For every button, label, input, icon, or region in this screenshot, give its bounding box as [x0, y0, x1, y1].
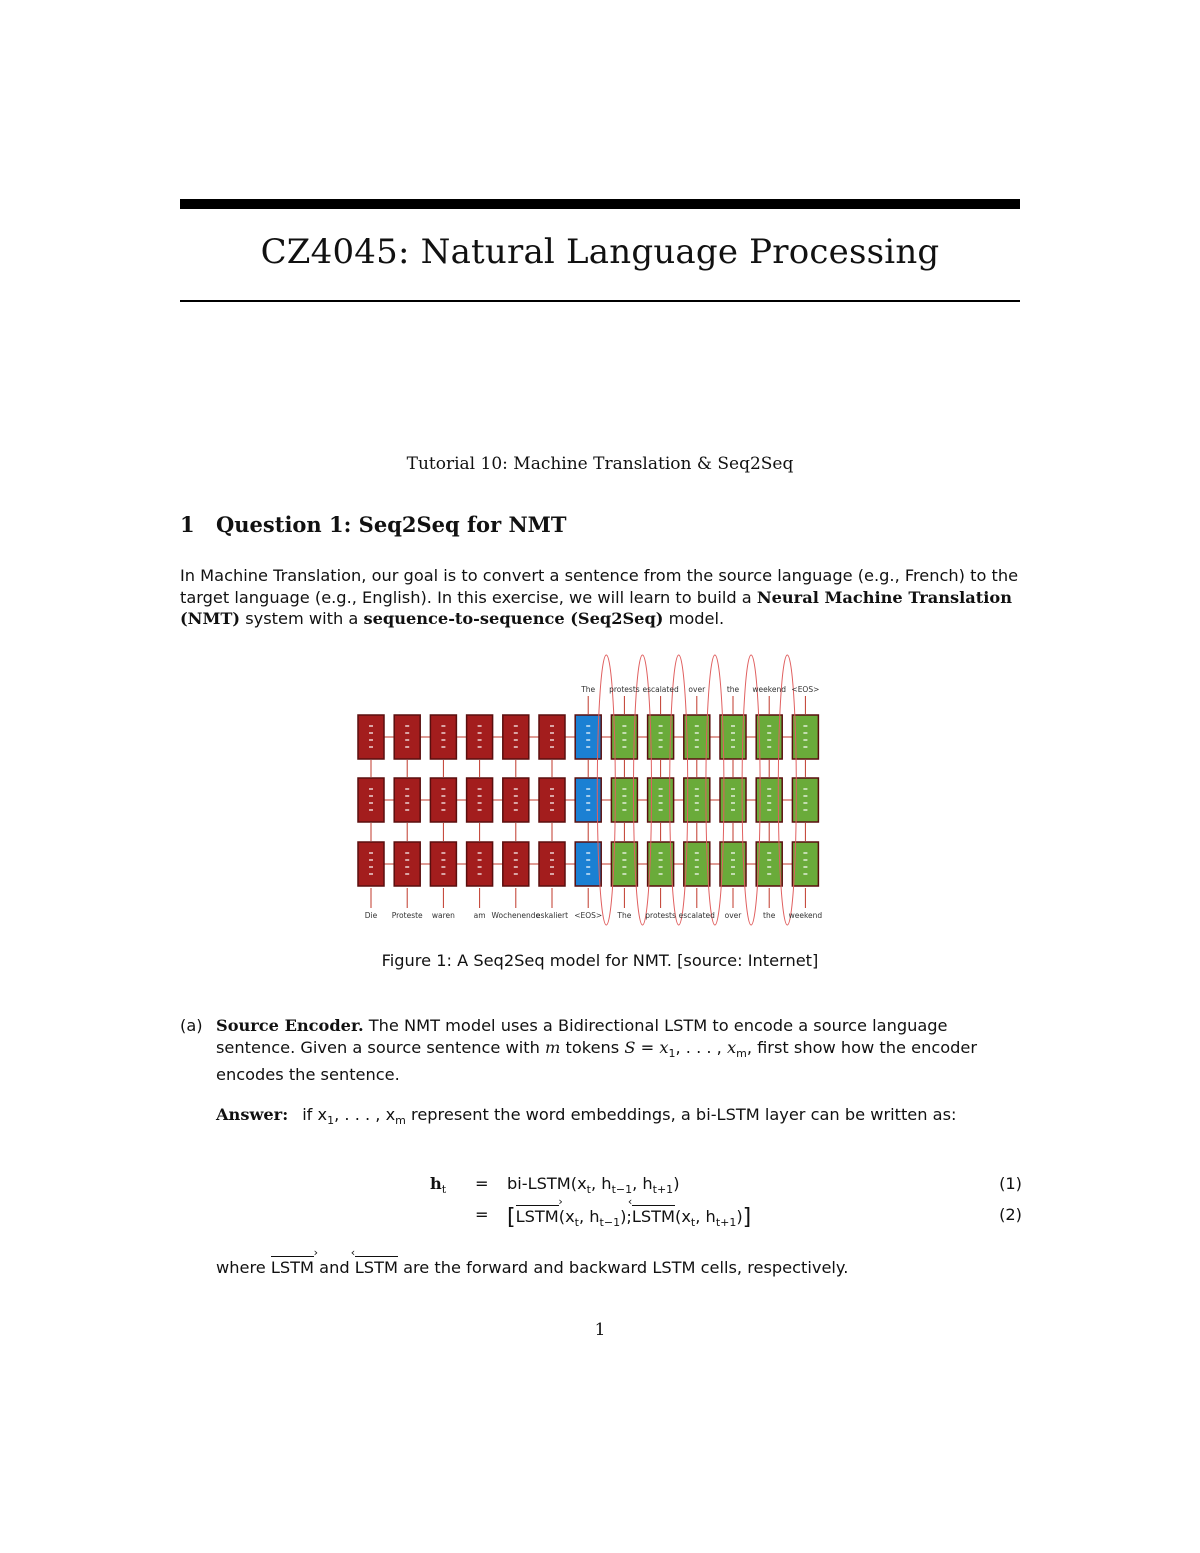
cell-mark — [441, 852, 445, 854]
cell-mark — [369, 873, 373, 875]
eq-h-sub: t — [441, 1183, 447, 1197]
where-text-1: where — [216, 1258, 271, 1277]
math-S: S — [624, 1037, 636, 1057]
question-a — [180, 1015, 1022, 1086]
eq2-lstm-backward: LSTM ‹ — [632, 1207, 675, 1226]
eq-h: h — [430, 1174, 442, 1193]
cell-mark — [803, 795, 807, 797]
intro-text-1: In Machine Translation, our goal is to convert a sentence from the source language (e.g., French) to the target language (e.g., English). In this exercise, we will learn to build a — [180, 566, 1019, 607]
cell-mark — [586, 788, 590, 790]
lstm-cell — [648, 842, 674, 886]
cell-mark — [731, 732, 735, 734]
question-a-marker: (a) — [180, 1016, 203, 1035]
eq1-sub-t: t — [586, 1183, 591, 1197]
lstm-cell — [792, 842, 818, 886]
title-rule-top — [180, 199, 1020, 209]
section-heading — [180, 512, 567, 537]
target-word: The — [581, 685, 596, 694]
cell-mark — [695, 739, 699, 741]
answer-text-1: if x — [302, 1105, 328, 1124]
source-word: waren — [431, 911, 455, 920]
lstm-cell — [503, 842, 529, 886]
cell-mark — [659, 739, 663, 741]
cell-mark — [586, 866, 590, 868]
cell-mark — [441, 866, 445, 868]
cell-mark — [803, 746, 807, 748]
cell-mark — [441, 732, 445, 734]
cell-mark — [441, 809, 445, 811]
intro-text-2: system with a — [240, 609, 364, 628]
cell-mark — [767, 732, 771, 734]
cell-mark — [478, 795, 482, 797]
answer-sub-1: 1 — [327, 1114, 335, 1128]
answer-text-2: represent the word embeddings, a bi-LSTM layer can be written as: — [405, 1105, 957, 1124]
cell-mark — [731, 795, 735, 797]
eq2-b3: ) — [736, 1207, 743, 1226]
cell-mark — [478, 859, 482, 861]
cell-mark — [369, 852, 373, 854]
cell-mark — [586, 802, 590, 804]
cell-mark — [586, 852, 590, 854]
eq2-sub-tp1: t+1 — [715, 1216, 737, 1230]
cell-mark — [767, 788, 771, 790]
cell-mark — [622, 873, 626, 875]
source-word: the — [763, 911, 776, 920]
cell-mark — [478, 725, 482, 727]
cell-mark — [731, 739, 735, 741]
eq2-sub-tm1: t−1 — [599, 1216, 621, 1230]
cell-mark — [731, 802, 735, 804]
cell-mark — [659, 873, 663, 875]
cell-mark — [767, 866, 771, 868]
cell-mark — [405, 802, 409, 804]
eq2-a1: (x — [558, 1207, 575, 1226]
cell-mark — [803, 725, 807, 727]
cell-mark — [659, 725, 663, 727]
eq2-b1: (x — [675, 1207, 691, 1226]
equation-2-rel: = — [475, 1205, 489, 1224]
question-a-text-2: tokens — [560, 1037, 625, 1057]
cell-mark — [622, 809, 626, 811]
cell-mark — [659, 802, 663, 804]
equation-1 — [180, 1174, 1022, 1200]
lstm-cell — [394, 778, 420, 822]
cell-mark — [478, 788, 482, 790]
cell-mark — [478, 809, 482, 811]
cell-mark — [369, 809, 373, 811]
cell-mark — [478, 739, 482, 741]
cell-mark — [767, 852, 771, 854]
cell-mark — [803, 866, 807, 868]
cell-mark — [767, 809, 771, 811]
cell-mark — [586, 725, 590, 727]
math-x1: x — [659, 1037, 669, 1057]
lstm-cell — [358, 715, 384, 759]
cell-mark — [514, 739, 518, 741]
cell-mark — [514, 788, 518, 790]
tutorial-subtitle: Tutorial 10: Machine Translation & Seq2Seq — [406, 454, 794, 474]
cell-mark — [405, 866, 409, 868]
question-a-body — [216, 1015, 1022, 1086]
equation-2-rhs — [507, 1205, 751, 1230]
cell-mark — [586, 739, 590, 741]
cell-mark — [405, 795, 409, 797]
target-word: over — [688, 685, 706, 694]
cell-mark — [441, 873, 445, 875]
cell-mark — [586, 873, 590, 875]
target-word: the — [726, 685, 740, 694]
lstm-cell — [503, 778, 529, 822]
cell-mark — [514, 852, 518, 854]
cell-mark — [441, 739, 445, 741]
cell-mark — [441, 746, 445, 748]
source-word: Die — [364, 911, 378, 920]
cell-mark — [695, 802, 699, 804]
cell-mark — [767, 873, 771, 875]
cell-mark — [695, 725, 699, 727]
cell-mark — [695, 788, 699, 790]
source-word: Wochenende — [491, 911, 541, 920]
lstm-cell — [467, 778, 493, 822]
cell-mark — [478, 873, 482, 875]
cell-mark — [550, 859, 554, 861]
cell-mark — [369, 725, 373, 727]
section-number: 1 — [180, 512, 195, 537]
target-word: escalated — [642, 685, 679, 694]
cell-mark — [803, 802, 807, 804]
cell-mark — [550, 866, 554, 868]
cell-mark — [405, 725, 409, 727]
lstm-cell — [430, 715, 456, 759]
cell-mark — [441, 795, 445, 797]
title-rule-bottom — [180, 300, 1020, 302]
cell-mark — [405, 873, 409, 875]
cell-mark — [695, 873, 699, 875]
cell-mark — [731, 746, 735, 748]
cell-mark — [659, 809, 663, 811]
cell-mark — [622, 859, 626, 861]
cell-mark — [478, 866, 482, 868]
source-word: eskaliert — [535, 911, 569, 920]
cell-mark — [803, 809, 807, 811]
cell-mark — [731, 859, 735, 861]
lstm-cell — [503, 715, 529, 759]
cell-mark — [514, 795, 518, 797]
eq1-sub-tp1: t+1 — [652, 1183, 674, 1197]
eq2-open-bracket: [ — [507, 1205, 516, 1230]
cell-mark — [478, 746, 482, 748]
cell-mark — [803, 732, 807, 734]
cell-mark — [514, 866, 518, 868]
cell-mark — [550, 873, 554, 875]
cell-mark — [586, 809, 590, 811]
cell-mark — [659, 866, 663, 868]
cell-mark — [369, 732, 373, 734]
cell-mark — [550, 788, 554, 790]
document-title: CZ4045: Natural Language Processing — [260, 232, 940, 272]
cell-mark — [695, 859, 699, 861]
lstm-cell — [467, 715, 493, 759]
source-word: am — [473, 911, 486, 920]
lstm-cell — [394, 842, 420, 886]
eq1-mid: , h — [591, 1174, 612, 1193]
where-text-2: and — [314, 1258, 355, 1277]
cell-mark — [622, 739, 626, 741]
cell-mark — [767, 795, 771, 797]
cell-mark — [695, 809, 699, 811]
source-word: protests — [645, 911, 676, 920]
cell-mark — [586, 746, 590, 748]
cell-mark — [659, 795, 663, 797]
cell-mark — [550, 725, 554, 727]
lstm-cell — [358, 778, 384, 822]
cell-mark — [803, 739, 807, 741]
answer-sub-m: m — [395, 1114, 406, 1128]
cell-mark — [405, 852, 409, 854]
cell-mark — [803, 852, 807, 854]
cell-mark — [803, 873, 807, 875]
equation-1-number: (1) — [999, 1174, 1022, 1193]
lstm-cell — [358, 842, 384, 886]
intro-bold-seq2seq: sequence-to-sequence (Seq2Seq) — [363, 609, 664, 628]
eq2-close-bracket: ] — [742, 1205, 752, 1230]
lstm-cell — [539, 842, 565, 886]
cell-mark — [405, 788, 409, 790]
lstm-cell — [430, 842, 456, 886]
eq1-fn: bi-LSTM(x — [507, 1174, 587, 1193]
lstm-cell — [756, 842, 782, 886]
cell-mark — [767, 739, 771, 741]
eq2-lstm-forward: LSTM › — [516, 1207, 559, 1226]
cell-mark — [441, 788, 445, 790]
cell-mark — [369, 795, 373, 797]
question-a-label: Source Encoder. — [216, 1016, 364, 1035]
math-x1-sub: 1 — [668, 1046, 676, 1060]
lstm-cell — [539, 778, 565, 822]
math-m: m — [545, 1037, 561, 1057]
page-number: 1 — [594, 1320, 606, 1340]
answer-label: Answer: — [216, 1105, 289, 1124]
cell-mark — [695, 795, 699, 797]
intro-text-3: model. — [663, 609, 725, 628]
cell-mark — [514, 859, 518, 861]
cell-mark — [369, 739, 373, 741]
cell-mark — [622, 795, 626, 797]
equation-1-rel: = — [475, 1174, 489, 1193]
cell-mark — [622, 725, 626, 727]
intro-bold-nmt: Neural Machine Translation (NMT) — [180, 587, 1012, 628]
cell-mark — [514, 732, 518, 734]
cell-mark — [441, 725, 445, 727]
source-word: escalated — [678, 911, 715, 920]
seq2seq-figure — [350, 650, 850, 930]
cell-mark — [731, 809, 735, 811]
lstm-cell — [467, 842, 493, 886]
answer-dots: , . . . , x — [334, 1105, 396, 1124]
intro-paragraph — [180, 565, 1022, 630]
cell-mark — [550, 802, 554, 804]
cell-mark — [659, 732, 663, 734]
equation-2-number: (2) — [999, 1205, 1022, 1224]
figure-caption: Figure 1: A Seq2Seq model for NMT. [source: Internet] — [381, 951, 819, 970]
cell-mark — [767, 746, 771, 748]
cell-mark — [731, 725, 735, 727]
source-word: <EOS> — [574, 911, 603, 920]
cell-mark — [731, 866, 735, 868]
cell-mark — [369, 859, 373, 861]
math-dots: , . . . , — [675, 1037, 727, 1057]
lstm-cell — [684, 842, 710, 886]
cell-mark — [369, 746, 373, 748]
cell-mark — [731, 852, 735, 854]
cell-mark — [803, 859, 807, 861]
lstm-cell — [539, 715, 565, 759]
cell-mark — [622, 746, 626, 748]
cell-mark — [514, 746, 518, 748]
eq1-sub-tm1: t−1 — [611, 1183, 633, 1197]
cell-mark — [695, 746, 699, 748]
question-a-text-1: The NMT model uses a Bidirectional LSTM to encode a source language sentence. Given a source sentence with — [216, 1016, 948, 1057]
math-xm-sub: m — [736, 1046, 747, 1060]
cell-mark — [514, 873, 518, 875]
source-word: Proteste — [391, 911, 423, 920]
cell-mark — [478, 852, 482, 854]
cell-mark — [695, 852, 699, 854]
source-word: The — [617, 911, 632, 920]
lstm-cell — [720, 842, 746, 886]
target-word: weekend — [752, 685, 786, 694]
cell-mark — [550, 795, 554, 797]
cell-mark — [622, 788, 626, 790]
cell-mark — [550, 732, 554, 734]
cell-mark — [767, 802, 771, 804]
target-word: <EOS> — [791, 685, 820, 694]
cell-mark — [622, 802, 626, 804]
cell-mark — [586, 859, 590, 861]
cell-mark — [622, 852, 626, 854]
cell-mark — [405, 732, 409, 734]
cell-mark — [659, 859, 663, 861]
cell-mark — [586, 795, 590, 797]
eq2-a2: , h — [578, 1207, 600, 1226]
section-title: Question 1: Seq2Seq for NMT — [216, 512, 567, 537]
cell-mark — [659, 788, 663, 790]
equation-1-lhs — [430, 1174, 446, 1196]
eq1-mid2: , h — [632, 1174, 653, 1193]
answer-line — [216, 1105, 1022, 1127]
equation-2 — [180, 1205, 1022, 1231]
cell-mark — [550, 746, 554, 748]
cell-mark — [550, 809, 554, 811]
cell-mark — [550, 739, 554, 741]
source-word: over — [724, 911, 742, 920]
cell-mark — [405, 809, 409, 811]
where-text-3: are the forward and backward LSTM cells, respectively. — [397, 1258, 849, 1277]
source-word: weekend — [788, 911, 823, 920]
cell-mark — [803, 788, 807, 790]
cell-mark — [550, 852, 554, 854]
cell-mark — [441, 859, 445, 861]
cell-mark — [659, 746, 663, 748]
cell-mark — [659, 852, 663, 854]
eq2-sub-t2: t — [690, 1216, 696, 1230]
lstm-cell — [575, 842, 601, 886]
cell-mark — [767, 725, 771, 727]
cell-mark — [369, 866, 373, 868]
cell-mark — [731, 873, 735, 875]
eq2-a3: ); — [620, 1207, 632, 1226]
lstm-cell — [611, 842, 637, 886]
math-xm: x — [726, 1037, 737, 1057]
cell-mark — [622, 732, 626, 734]
lstm-cell — [430, 778, 456, 822]
eq1-end: ) — [673, 1174, 680, 1193]
where-lstm-forward: LSTM › — [271, 1258, 314, 1277]
equation-1-rhs — [507, 1174, 680, 1196]
cell-mark — [405, 746, 409, 748]
cell-mark — [514, 809, 518, 811]
cell-mark — [405, 859, 409, 861]
cell-mark — [514, 725, 518, 727]
cell-mark — [405, 739, 409, 741]
cell-mark — [514, 802, 518, 804]
lstm-cell — [394, 715, 420, 759]
target-word: protests — [609, 685, 640, 694]
cell-mark — [586, 732, 590, 734]
cell-mark — [478, 802, 482, 804]
cell-mark — [695, 732, 699, 734]
cell-mark — [731, 788, 735, 790]
cell-mark — [767, 859, 771, 861]
cell-mark — [369, 802, 373, 804]
question-a-text-3: , first show how the encoder encodes the sentence. — [216, 1037, 978, 1085]
cell-mark — [622, 866, 626, 868]
math-eq: = — [635, 1037, 660, 1057]
cell-mark — [695, 866, 699, 868]
cell-mark — [478, 732, 482, 734]
where-lstm-backward: LSTM ‹ — [355, 1258, 398, 1277]
cell-mark — [441, 802, 445, 804]
eq2-b2: , h — [695, 1207, 716, 1226]
where-line — [216, 1258, 1022, 1277]
eq2-sub-t1: t — [574, 1216, 579, 1230]
cell-mark — [369, 788, 373, 790]
